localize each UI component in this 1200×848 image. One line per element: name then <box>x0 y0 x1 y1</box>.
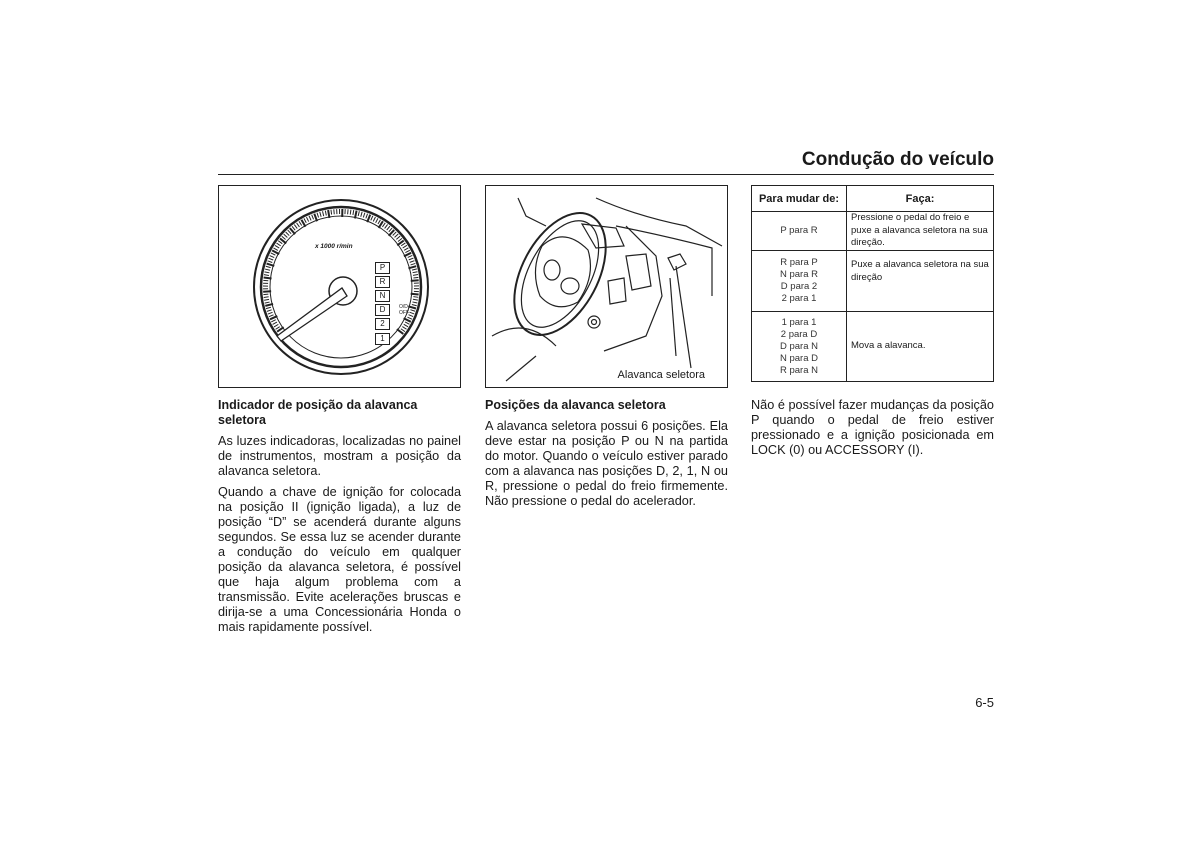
dial-tick <box>393 232 397 236</box>
dial-tick <box>376 218 378 222</box>
dial-tick <box>410 310 415 312</box>
dial-tick <box>385 224 388 228</box>
dial-tick <box>312 215 314 220</box>
dashboard-drawing <box>486 186 727 387</box>
table-cell-action: Mova a alavanca. <box>847 312 994 382</box>
table-row <box>752 251 994 312</box>
dial-tick <box>276 327 280 330</box>
selector-lever-figure <box>485 185 728 388</box>
figure-caption: Alavanca seletora <box>617 369 705 381</box>
dial-tick <box>382 223 385 227</box>
column-right <box>751 398 994 464</box>
dial-tick <box>409 258 414 260</box>
dial-tick <box>294 225 297 229</box>
dial-tick <box>363 213 365 218</box>
od-off-label-line1: O/D <box>399 304 408 310</box>
dial-tick <box>271 253 275 255</box>
table-cell-from: P para R <box>752 212 847 251</box>
dial-tick <box>270 256 275 258</box>
dial-tick <box>413 275 418 276</box>
dial-tick <box>266 307 271 308</box>
tachometer-drawing <box>219 186 460 387</box>
paragraph: A alavanca seletora possui 6 posições. Ela deve estar na posição P ou N na partida do motor. Quando o veículo estiver parado com a alavanca nas posições D, 2, 1, N ou R, pressione o pedal do freio firmemente. Não pressione o pedal do acelerador. <box>485 419 728 508</box>
column-left <box>218 398 461 641</box>
dial-tick <box>413 272 418 273</box>
dial-tick <box>320 212 321 217</box>
dial-tick <box>410 261 415 263</box>
page-header-title: Condução do veículo <box>801 149 994 170</box>
dial-tick <box>268 312 273 314</box>
dial-tick <box>404 324 408 327</box>
dial-tick <box>286 232 290 236</box>
table-cell-action: Pressione o pedal do freio e puxe a alavanca seletora na sua direção. <box>847 212 994 251</box>
dial-tick <box>411 263 416 265</box>
dial-tick <box>292 226 295 230</box>
dial-tick <box>410 312 415 314</box>
dial-tick <box>403 245 407 248</box>
section-heading: Indicador de posição da alavanca seletora <box>218 398 418 427</box>
dial-tick <box>401 329 405 332</box>
dial-tick <box>274 248 278 251</box>
dial-tick <box>264 277 272 278</box>
dial-tick <box>358 211 359 216</box>
dial-tick <box>264 299 269 300</box>
dial-tick <box>282 236 286 239</box>
gear-indicator-1: 1 <box>375 333 390 345</box>
table-cell-action: Puxe a alavanca seletora na sua direção <box>847 251 994 312</box>
dial-tick <box>405 250 409 252</box>
dial-tick <box>371 216 373 221</box>
dial-tick <box>412 302 417 303</box>
table-cell-from: 1 para 1 2 para D D para N N para D R para N <box>752 312 847 382</box>
dial-tick <box>367 215 370 222</box>
paragraph: Não é possível fazer mudanças da posição P quando o pedal de freio estiver pressionado e a ignição posicionada em LOCK (0) ou ACCESSORY (I). <box>751 398 994 457</box>
dial-tick <box>411 280 419 281</box>
dial-tick <box>299 221 302 225</box>
column-middle <box>485 398 728 515</box>
dial-tick <box>275 245 279 248</box>
dial-tick <box>317 213 319 218</box>
dial-tick <box>387 226 390 230</box>
header-rule <box>218 174 994 175</box>
dial-tick <box>304 218 306 222</box>
dial-tick <box>350 210 351 215</box>
dial-tick <box>277 243 281 246</box>
dial-tick <box>396 236 400 239</box>
dial-tick <box>325 211 326 216</box>
dial-tick <box>264 275 269 276</box>
tachometer-figure <box>218 185 461 388</box>
dial-tick <box>268 261 273 263</box>
dial-tick <box>353 210 354 215</box>
dial-tick <box>264 297 269 298</box>
dial-tick <box>269 315 274 317</box>
page-number: 6-5 <box>975 695 994 710</box>
dial-tick <box>408 306 416 308</box>
dial-tick <box>331 210 332 215</box>
dial-tick <box>265 304 273 306</box>
dial-tick <box>306 217 308 221</box>
dial-tick <box>270 316 277 319</box>
dial-tick <box>328 210 329 218</box>
gear-indicator-p: P <box>375 262 390 274</box>
dial-tick <box>267 264 275 266</box>
dial-tick <box>266 266 271 267</box>
dial-tick <box>389 228 392 232</box>
dial-tick <box>405 322 409 324</box>
dial-tick <box>412 269 417 270</box>
dial-tick <box>278 241 282 244</box>
table-header-from: Para mudar de: <box>752 186 847 212</box>
dial-tick <box>267 310 272 312</box>
dial-tick <box>411 294 419 295</box>
od-off-label-line2: OFF <box>399 310 409 316</box>
table-row <box>752 212 994 251</box>
dial-tick <box>361 212 362 217</box>
dial-tick <box>408 255 413 257</box>
dial-tick <box>314 214 317 222</box>
dial-tick <box>409 315 414 317</box>
dial-tick <box>407 317 412 319</box>
dial-tick <box>413 299 418 300</box>
dial-tick <box>404 248 408 251</box>
dial-tick <box>401 243 405 246</box>
dial-tick <box>297 223 300 227</box>
dial-tick <box>404 253 411 257</box>
dial-tick <box>402 327 406 330</box>
dial-tick <box>269 258 274 260</box>
table-cell-from: R para P N para R D para 2 2 para 1 <box>752 251 847 312</box>
dial-tick <box>413 297 418 298</box>
dial-tick <box>398 238 402 241</box>
dial-tick <box>309 216 311 221</box>
table-header-action: Faça: <box>847 186 994 212</box>
dial-tick <box>412 305 417 306</box>
gear-indicator-r: R <box>375 276 390 288</box>
paragraph: As luzes indicadoras, localizadas no painel de instrumentos, mostram a posição da alavanca seletora. <box>218 434 461 478</box>
dial-tick <box>274 324 278 327</box>
gear-indicator-2: 2 <box>375 318 390 330</box>
dial-tick <box>404 318 411 322</box>
dial-tick <box>265 269 270 270</box>
dial-tick <box>378 220 381 224</box>
dial-tick <box>366 214 368 219</box>
section-heading: Posições da alavanca seletora <box>485 398 666 412</box>
gear-indicator-n: N <box>375 290 390 302</box>
dial-tick <box>323 211 324 216</box>
dial-tick <box>264 272 269 273</box>
paragraph: Quando a chave de ignição for colocada na posição II (ignição ligada), a luz de posição “D” se acenderá durante alguns segundos. Se essa luz se acender durante a condução do veículo em qualquer posição da alavanca seletora, é possível que haja algum problema com a transmissão. Evite acelerações bruscas e dirija-se a uma Concessionária Honda o mais rapidamente possível. <box>218 485 461 634</box>
dial-tick <box>265 302 270 303</box>
dial-tick <box>271 320 275 322</box>
shift-instructions-table <box>751 185 994 382</box>
table-row <box>752 312 994 382</box>
gauge-unit-label: x 1000 r/min <box>315 243 353 250</box>
dial-tick <box>288 230 291 234</box>
dial-tick <box>413 277 418 278</box>
gear-indicator-d: D <box>375 304 390 316</box>
dial-tick <box>395 234 399 237</box>
dial-tick <box>273 322 277 324</box>
dial-tick <box>408 266 416 268</box>
dial-tick <box>284 234 288 237</box>
dial-tick <box>373 217 375 221</box>
